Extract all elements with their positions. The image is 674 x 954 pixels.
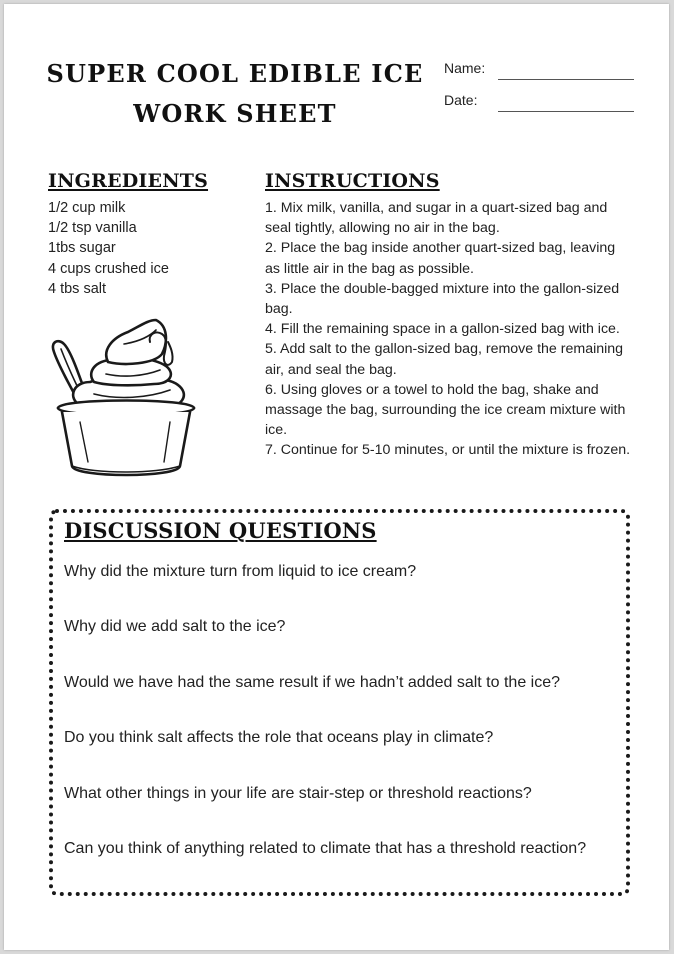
ingredients-heading: INGREDIENTS [48, 170, 209, 192]
worksheet-page [4, 4, 669, 950]
instruction-step: 7. Continue for 5-10 minutes, or until the mixture is frozen. [265, 442, 631, 459]
name-label: Name: [444, 60, 486, 76]
instructions-heading: INSTRUCTIONS [265, 170, 440, 192]
instruction-step: 4. Fill the remaining space in a gallon-sized bag with ice. [265, 321, 620, 338]
discussion-question: Would we have had the same result if we hadn’t added salt to the ice? [64, 673, 561, 691]
name-field[interactable] [444, 60, 634, 80]
title-line-2: WORK SHEET [133, 99, 337, 128]
instruction-step: 3. Place the double-bagged mixture into the gallon-sized bag. [265, 280, 620, 318]
ingredient-item: 1/2 cup milk [48, 200, 126, 216]
instruction-step: 1. Mix milk, vanilla, and sugar in a quart-sized bag and seal tightly, allowing no air in the bag. [265, 200, 608, 237]
date-input-line[interactable] [498, 111, 634, 112]
title-line-1: SUPER COOL EDIBLE ICE [46, 59, 424, 88]
name-input-line[interactable] [498, 79, 634, 80]
ingredient-item: 1tbs sugar [48, 240, 116, 257]
date-field[interactable] [444, 92, 634, 112]
discussion-questions-list [64, 560, 624, 892]
discussion-question: Can you think of anything related to climate that has a threshold reaction? [64, 839, 587, 857]
instructions-list [265, 198, 631, 461]
discussion-question: Do you think salt affects the role that oceans play in climate? [64, 729, 494, 747]
discussion-question: Why did the mixture turn from liquid to ice cream? [64, 563, 417, 580]
ingredient-item: 1/2 tsp vanilla [48, 220, 137, 237]
worksheet-title [40, 54, 430, 134]
discussion-question: Why did we add salt to the ice? [64, 618, 286, 636]
ingredient-item: 4 cups crushed ice [48, 260, 169, 277]
ingredient-item: 4 tbs salt [48, 280, 107, 297]
discussion-heading: DISCUSSION QUESTIONS [64, 518, 377, 543]
instruction-step: 2. Place the bag inside another quart-sized bag, leaving as little air in the bag as possible. [265, 240, 616, 277]
discussion-question: What other things in your life are stair-step or threshold reactions? [64, 784, 532, 802]
ingredients-list [48, 198, 169, 299]
instruction-step: 5. Add salt to the gallon-sized bag, remove the remaining air, and seal the bag. [265, 341, 624, 378]
instruction-step: 6. Using gloves or a towel to hold the bag, shake and massage the bag, surrounding the ice cream mixture with ice. [265, 381, 626, 439]
date-label: Date: [444, 92, 478, 108]
ice-cream-cup-icon [44, 312, 209, 487]
